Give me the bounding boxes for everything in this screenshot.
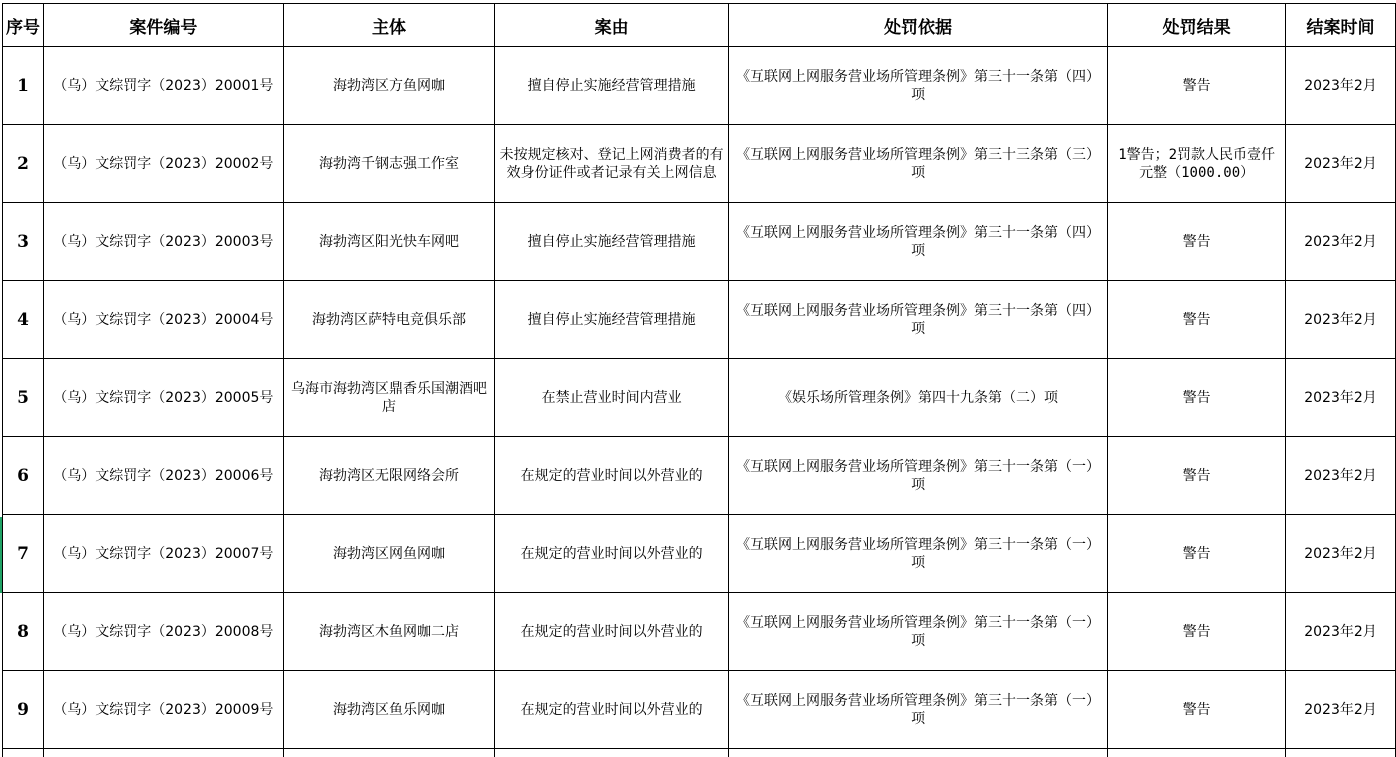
cell-closed-date[interactable]: 2023年2月: [1286, 281, 1396, 359]
header-subject[interactable]: 主体: [283, 4, 495, 47]
table-row: [3, 671, 1396, 749]
cell-empty[interactable]: [44, 749, 284, 757]
cell-seq[interactable]: 2: [3, 125, 44, 203]
cell-seq[interactable]: 1: [3, 47, 44, 125]
cell-subject[interactable]: 海勃湾区无限网络会所: [283, 437, 495, 515]
cell-result[interactable]: 警告: [1108, 281, 1286, 359]
cell-subject[interactable]: 海勃湾区鱼乐网咖: [283, 671, 495, 749]
cell-seq[interactable]: 6: [3, 437, 44, 515]
cell-case-no[interactable]: （乌）文综罚字（2023）20007号: [44, 515, 284, 593]
cell-case-no[interactable]: （乌）文综罚字（2023）20008号: [44, 593, 284, 671]
cell-empty[interactable]: [3, 749, 44, 757]
cell-basis[interactable]: 《互联网上网服务营业场所管理条例》第三十一条第（一）项: [728, 593, 1107, 671]
cell-case-no[interactable]: （乌）文综罚字（2023）20004号: [44, 281, 284, 359]
cell-case-no[interactable]: （乌）文综罚字（2023）20003号: [44, 203, 284, 281]
header-seq[interactable]: 序号: [3, 4, 44, 47]
table-row: [3, 125, 1396, 203]
table-row: [3, 47, 1396, 125]
cell-empty[interactable]: [728, 749, 1107, 757]
cell-closed-date[interactable]: 2023年2月: [1286, 203, 1396, 281]
cell-subject[interactable]: 海勃湾区方鱼网咖: [283, 47, 495, 125]
cell-empty[interactable]: [283, 749, 495, 757]
cell-case-no[interactable]: （乌）文综罚字（2023）20005号: [44, 359, 284, 437]
cell-case-no[interactable]: （乌）文综罚字（2023）20006号: [44, 437, 284, 515]
cell-case-no[interactable]: （乌）文综罚字（2023）20009号: [44, 671, 284, 749]
header-basis[interactable]: 处罚依据: [728, 4, 1107, 47]
table-row: [3, 203, 1396, 281]
header-cause[interactable]: 案由: [495, 4, 729, 47]
cell-result[interactable]: 警告: [1108, 671, 1286, 749]
penalty-table: [2, 3, 1396, 757]
cell-cause[interactable]: 在规定的营业时间以外营业的: [495, 671, 729, 749]
cell-closed-date[interactable]: 2023年2月: [1286, 437, 1396, 515]
cell-empty[interactable]: [1286, 749, 1396, 757]
header-row: [3, 4, 1396, 47]
cell-basis[interactable]: 《娱乐场所管理条例》第四十九条第（二）项: [728, 359, 1107, 437]
cell-cause[interactable]: 擅自停止实施经营管理措施: [495, 281, 729, 359]
cell-seq[interactable]: 9: [3, 671, 44, 749]
table-row: [3, 359, 1396, 437]
cell-basis[interactable]: 《互联网上网服务营业场所管理条例》第三十三条第（三）项: [728, 125, 1107, 203]
cell-cause[interactable]: 在规定的营业时间以外营业的: [495, 437, 729, 515]
cell-closed-date[interactable]: 2023年2月: [1286, 671, 1396, 749]
cell-closed-date[interactable]: 2023年2月: [1286, 47, 1396, 125]
cell-closed-date[interactable]: 2023年2月: [1286, 359, 1396, 437]
cell-subject[interactable]: 海勃湾区萨特电竞俱乐部: [283, 281, 495, 359]
cell-basis[interactable]: 《互联网上网服务营业场所管理条例》第三十一条第（一）项: [728, 671, 1107, 749]
cell-result[interactable]: 1警告；2罚款人民币壹仟元整（1000.00）: [1108, 125, 1286, 203]
cell-seq[interactable]: 4: [3, 281, 44, 359]
cell-empty[interactable]: [1108, 749, 1286, 757]
header-result[interactable]: 处罚结果: [1108, 4, 1286, 47]
table-row: [3, 437, 1396, 515]
cell-cause[interactable]: 擅自停止实施经营管理措施: [495, 203, 729, 281]
cell-cause[interactable]: 在规定的营业时间以外营业的: [495, 515, 729, 593]
cell-empty[interactable]: [495, 749, 729, 757]
cell-cause[interactable]: 未按规定核对、登记上网消费者的有效身份证件或者记录有关上网信息: [495, 125, 729, 203]
table-row-partial: [3, 749, 1396, 757]
cell-cause[interactable]: 在禁止营业时间内营业: [495, 359, 729, 437]
cell-subject[interactable]: 海勃湾区网鱼网咖: [283, 515, 495, 593]
cell-cause[interactable]: 在规定的营业时间以外营业的: [495, 593, 729, 671]
cell-subject[interactable]: 海勃湾区木鱼网咖二店: [283, 593, 495, 671]
cell-seq[interactable]: 7: [3, 515, 44, 593]
cell-result[interactable]: 警告: [1108, 593, 1286, 671]
cell-basis[interactable]: 《互联网上网服务营业场所管理条例》第三十一条第（一）项: [728, 515, 1107, 593]
table-row: [3, 593, 1396, 671]
header-closed-date[interactable]: 结案时间: [1286, 4, 1396, 47]
cell-subject[interactable]: 海勃湾千钢志强工作室: [283, 125, 495, 203]
cell-cause[interactable]: 擅自停止实施经营管理措施: [495, 47, 729, 125]
cell-basis[interactable]: 《互联网上网服务营业场所管理条例》第三十一条第（一）项: [728, 437, 1107, 515]
cell-case-no[interactable]: （乌）文综罚字（2023）20002号: [44, 125, 284, 203]
cell-basis[interactable]: 《互联网上网服务营业场所管理条例》第三十一条第（四）项: [728, 281, 1107, 359]
cell-result[interactable]: 警告: [1108, 359, 1286, 437]
cell-closed-date[interactable]: 2023年2月: [1286, 593, 1396, 671]
cell-subject[interactable]: 海勃湾区阳光快车网吧: [283, 203, 495, 281]
header-case-no[interactable]: 案件编号: [44, 4, 284, 47]
cell-seq[interactable]: 5: [3, 359, 44, 437]
cell-result[interactable]: 警告: [1108, 47, 1286, 125]
cell-closed-date[interactable]: 2023年2月: [1286, 125, 1396, 203]
cell-seq[interactable]: 3: [3, 203, 44, 281]
cell-basis[interactable]: 《互联网上网服务营业场所管理条例》第三十一条第（四）项: [728, 47, 1107, 125]
cell-result[interactable]: 警告: [1108, 515, 1286, 593]
table-row: [3, 515, 1396, 593]
cell-closed-date[interactable]: 2023年2月: [1286, 515, 1396, 593]
cell-seq[interactable]: 8: [3, 593, 44, 671]
cell-result[interactable]: 警告: [1108, 437, 1286, 515]
table-row: [3, 281, 1396, 359]
cell-case-no[interactable]: （乌）文综罚字（2023）20001号: [44, 47, 284, 125]
cell-basis[interactable]: 《互联网上网服务营业场所管理条例》第三十一条第（四）项: [728, 203, 1107, 281]
cell-result[interactable]: 警告: [1108, 203, 1286, 281]
cell-subject[interactable]: 乌海市海勃湾区鼎香乐国潮酒吧店: [283, 359, 495, 437]
